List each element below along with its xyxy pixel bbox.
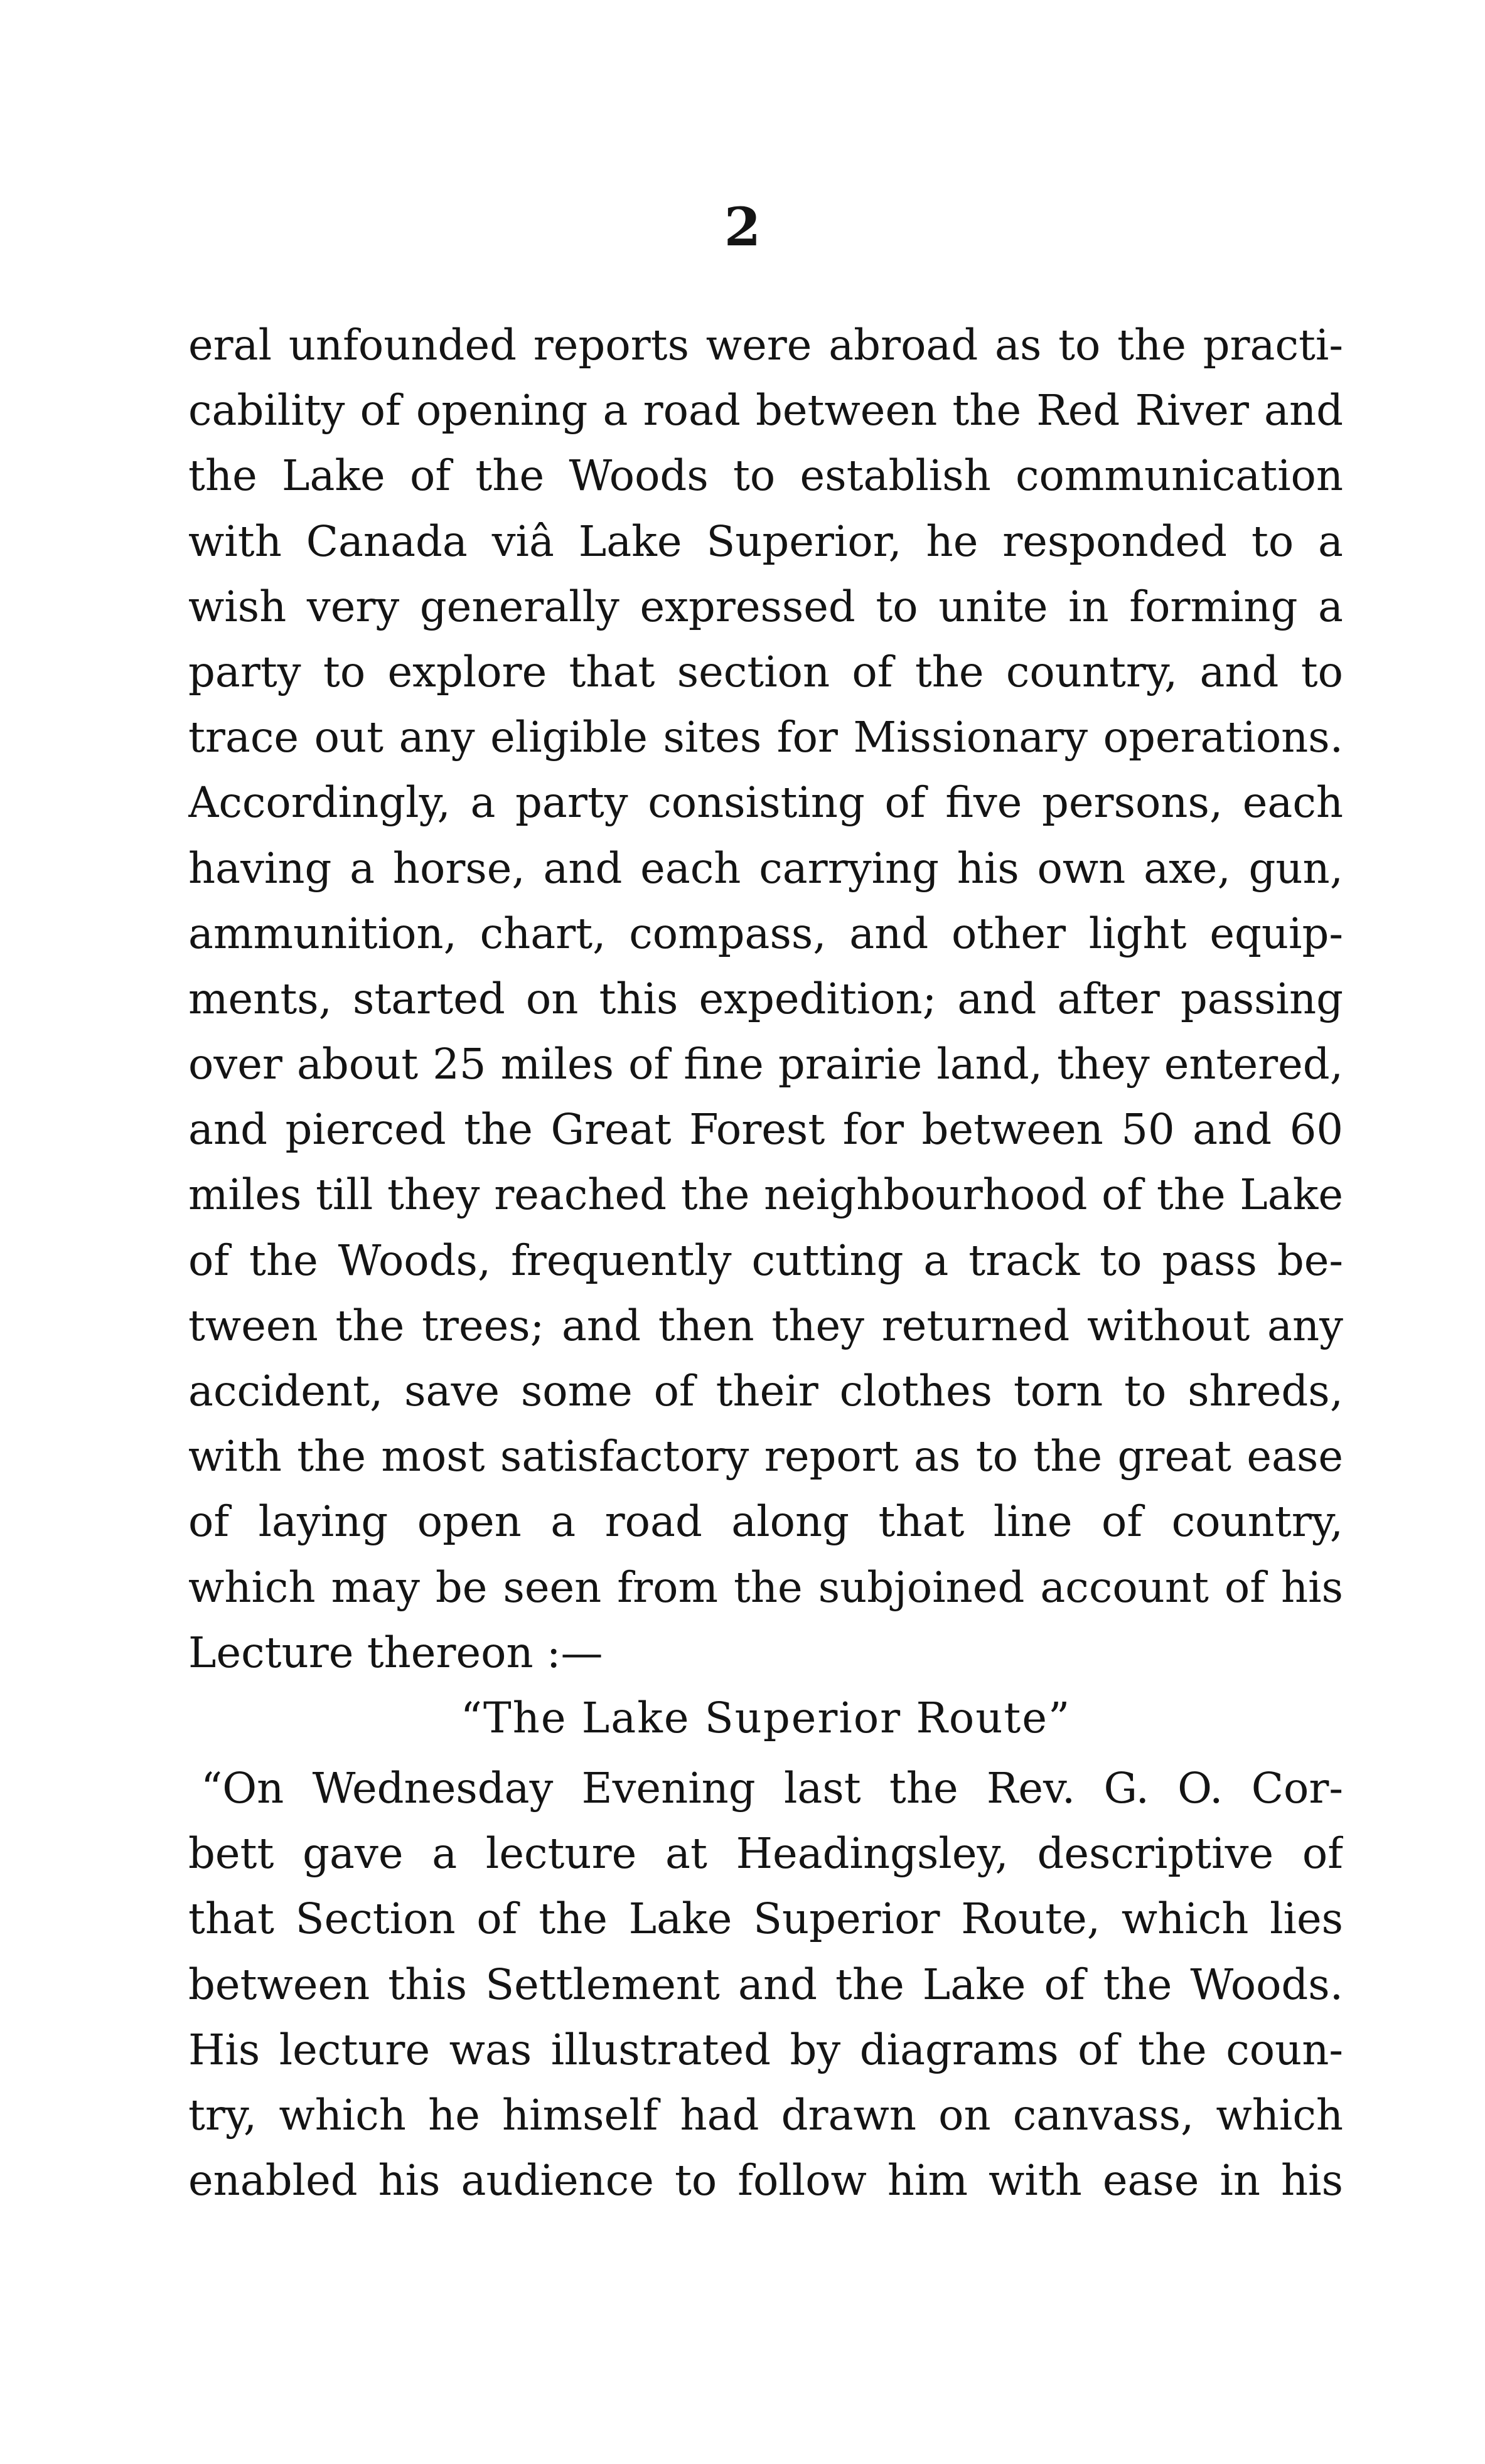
text-line: with the most satisfactory report as to the great ease bbox=[188, 1432, 1343, 1481]
text-line: trace out any eligible sites for Missionary operations. bbox=[188, 713, 1343, 762]
text-line: wish very generally expressed to unite in forming a bbox=[188, 582, 1343, 631]
text-line: tween the trees; and then they returned without any bbox=[188, 1301, 1343, 1350]
quoted-text bbox=[188, 1756, 1343, 2213]
text-line: of laying open a road along that line of country, bbox=[188, 1497, 1343, 1547]
text-line: miles till they reached the neighbourhood of the Lake bbox=[188, 1170, 1343, 1220]
text-line: eral unfounded reports were abroad as to the practi- bbox=[188, 321, 1343, 370]
text-line: and pierced the Great Forest for between 50 and 60 bbox=[188, 1105, 1343, 1155]
text-line: having a horse, and each carrying his own axe, gun, bbox=[188, 843, 1343, 893]
text-line: party to explore that section of the country, and to bbox=[188, 647, 1343, 696]
text-line: with Canada viâ Lake Superior, he responded to a bbox=[188, 516, 1343, 566]
text-line: cability of opening a road between the Red River and bbox=[188, 386, 1343, 435]
text-line: of the Woods, frequently cutting a track to pass be- bbox=[188, 1235, 1343, 1285]
text-line: “On Wednesday Evening last the Rev. G. O. Cor- bbox=[201, 1764, 1343, 1813]
text-line: which may be seen from the subjoined account of his bbox=[188, 1562, 1343, 1612]
page-number: 2 bbox=[724, 196, 761, 258]
section-heading: “The Lake Superior Route” bbox=[460, 1693, 1071, 1742]
text-line: between this Settlement and the Lake of the Woods. bbox=[188, 1960, 1343, 2009]
text-line: that Section of the Lake Superior Route, which lies bbox=[188, 1894, 1343, 1944]
text-line: bett gave a lecture at Headingsley, descriptive of bbox=[188, 1829, 1343, 1879]
text-line: ments, started on this expedition; and after passing bbox=[188, 974, 1343, 1023]
body-text bbox=[188, 312, 1343, 1751]
text-line: accident, save some of their clothes torn to shreds, bbox=[188, 1367, 1343, 1416]
text-line: Accordingly, a party consisting of five persons, each bbox=[188, 778, 1343, 828]
text-line: enabled his audience to follow him with ease in his bbox=[188, 2156, 1343, 2205]
text-line: His lecture was illustrated by diagrams of the coun- bbox=[188, 2025, 1343, 2074]
text-line: the Lake of the Woods to establish communication bbox=[188, 451, 1343, 501]
text-line: Lecture thereon :— bbox=[188, 1628, 603, 1677]
text-line: try, which he himself had drawn on canvass, which bbox=[188, 2090, 1343, 2140]
text-line: over about 25 miles of fine prairie land, they entered, bbox=[188, 1040, 1343, 1089]
text-line: ammunition, chart, compass, and other light equip- bbox=[188, 909, 1343, 958]
